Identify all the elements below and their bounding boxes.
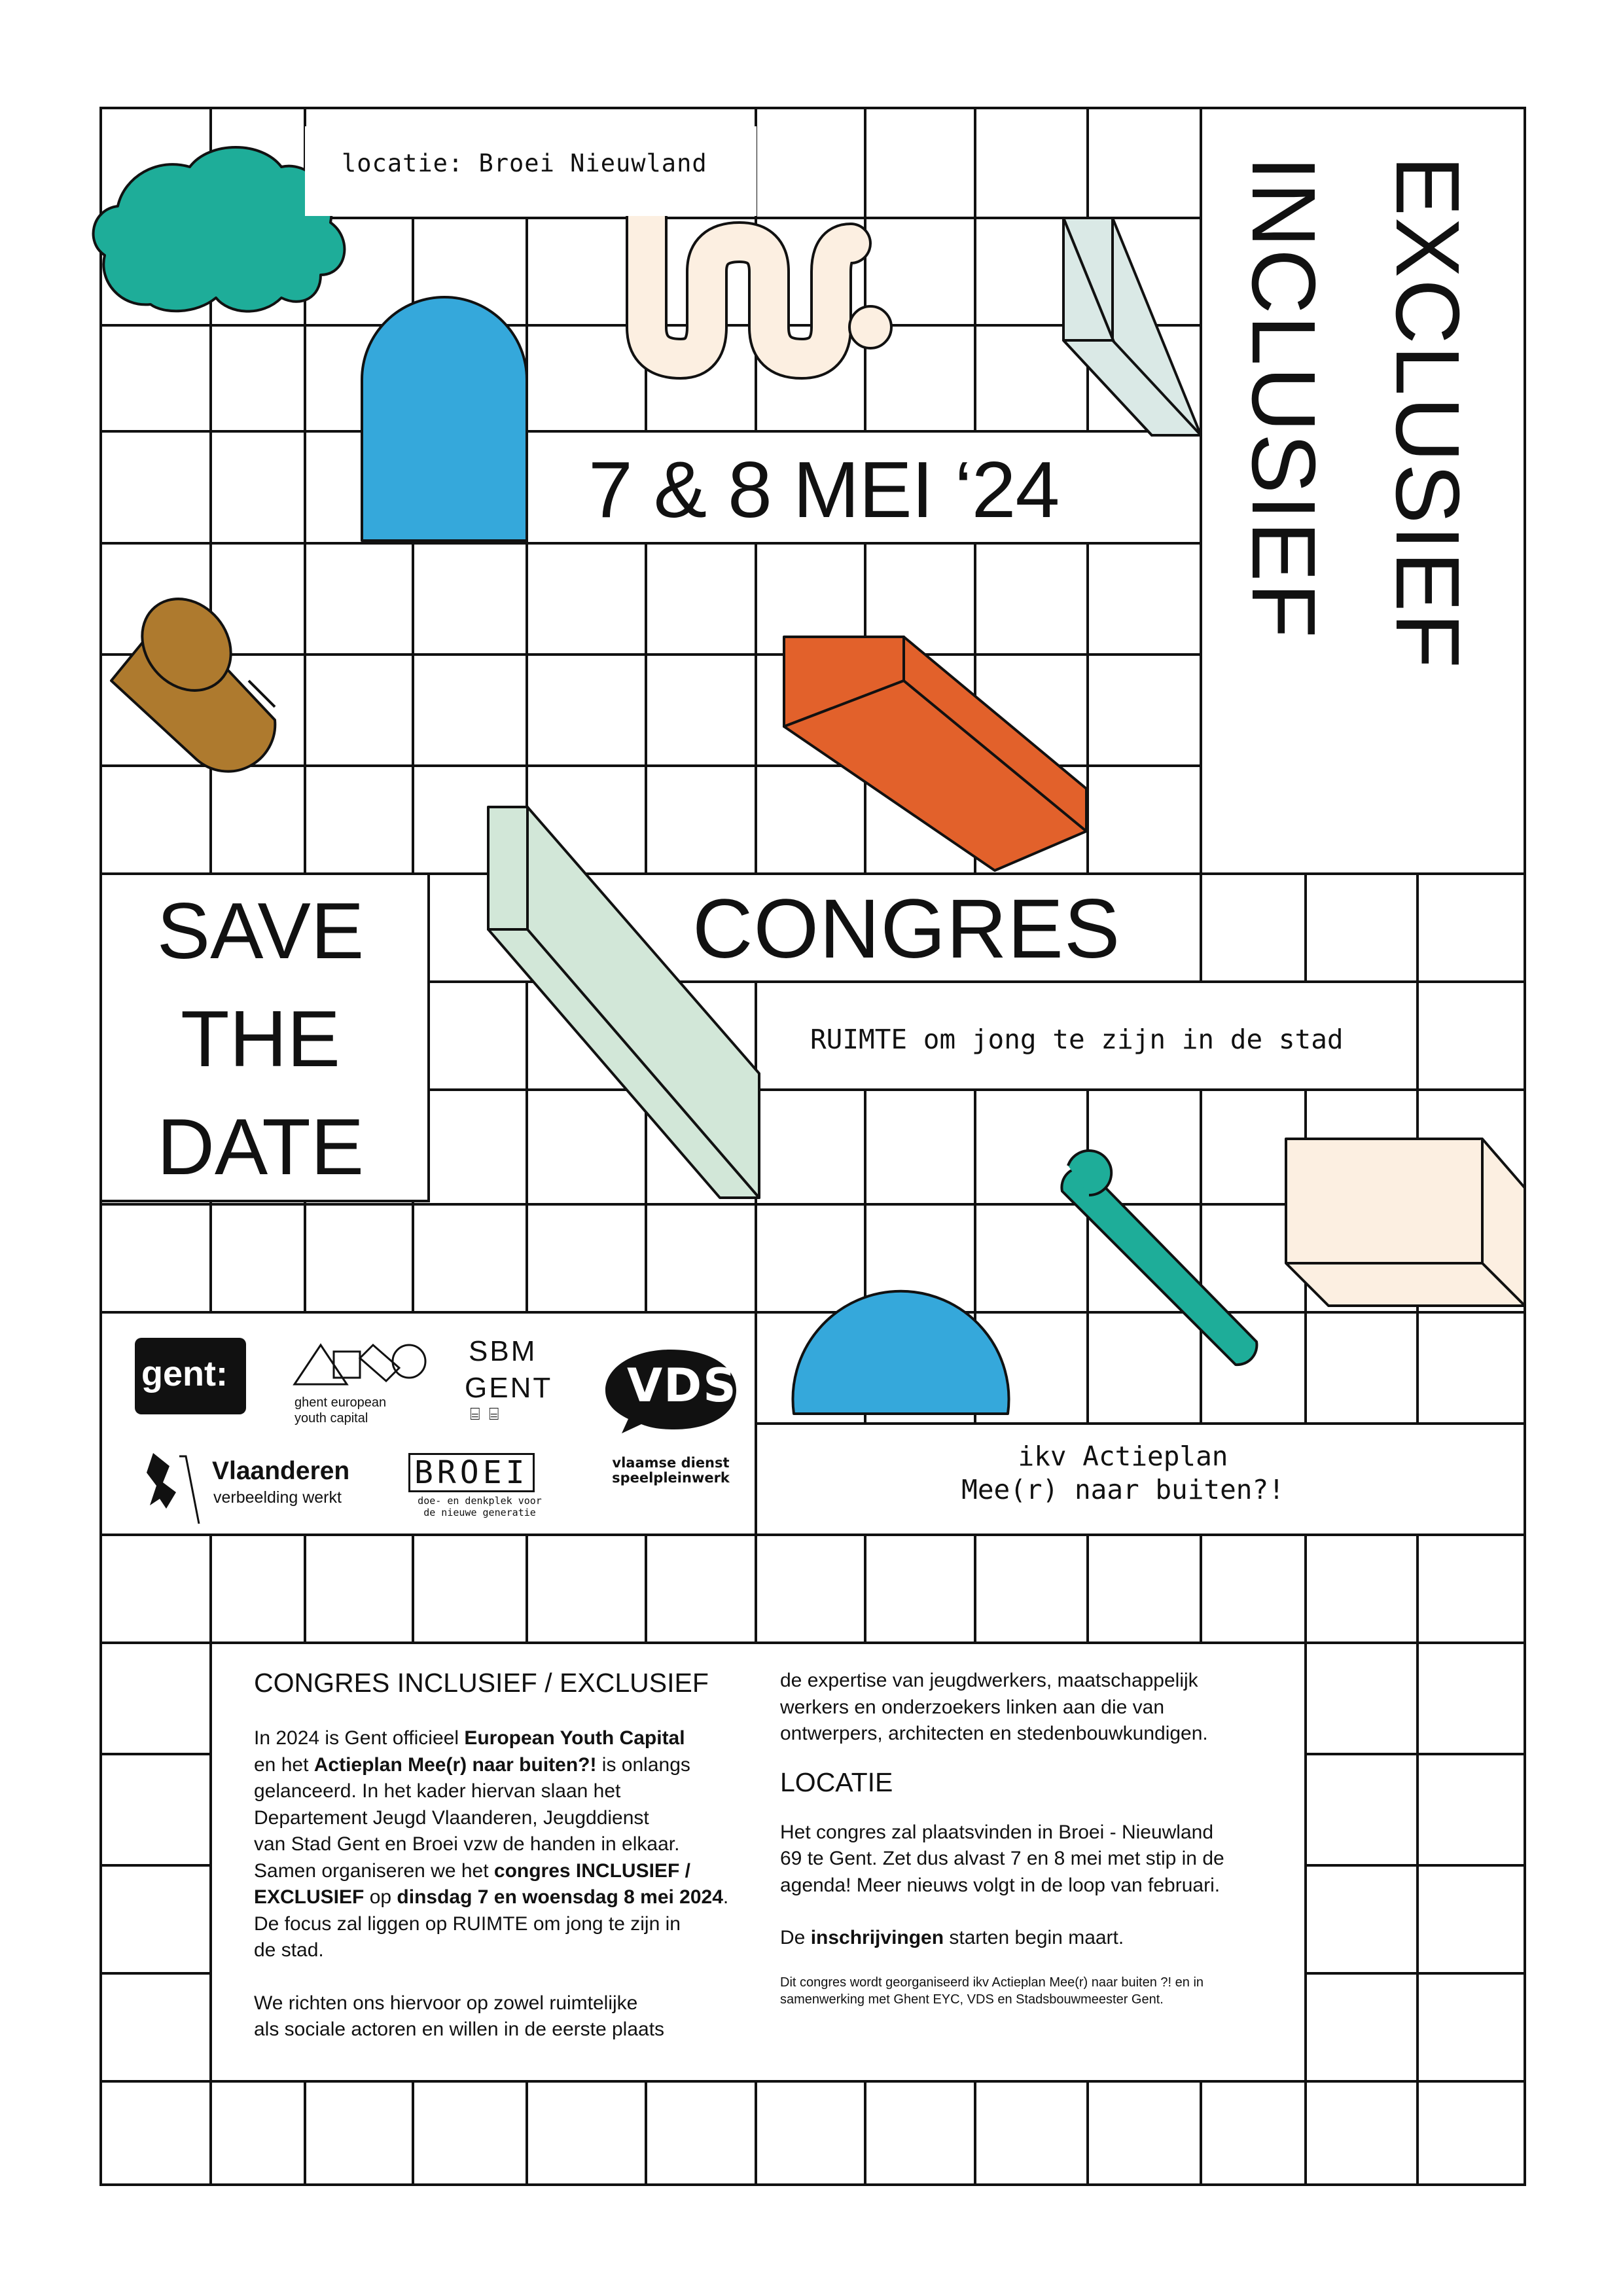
vds-logo [602,1346,740,1496]
vlaanderen-logo [140,1446,376,1525]
save-line-3: DATE [156,1102,365,1191]
broei-wordmark: BROEI [408,1453,535,1492]
article-line: In 2024 is Gent officieel European Youth Capital [254,1727,685,1749]
broei-subtext [406,1495,554,1518]
title-inclusief: INCLUSIEF [1233,156,1334,639]
mint-beam-shape [488,807,759,1198]
article-line: gelanceerd. In het kader hiervan slaan het [254,1780,621,1802]
article-line: agenda! Meer nieuws volgt in de loop van februari. [780,1874,1221,1896]
save-the-date [143,877,378,1201]
save-line-1: SAVE [156,886,365,975]
actieplan-line-2: Mee(r) naar buiten?! [961,1474,1285,1505]
event-date: 7 & 8 MEI ‘24 [588,445,1060,534]
vds-line-1: vlaamse dienst [612,1455,730,1471]
article-paragraph-1 [254,1725,777,1964]
sbm-line-1: SBM [469,1335,537,1367]
eyc-logo [288,1332,432,1430]
eyc-line-1: ghent european [294,1395,387,1410]
blue-arch-shape [362,297,527,541]
article-line: De inschrijvingen starten begin maart. [780,1927,1124,1948]
title-exclusief: EXCLUSIEF [1377,156,1478,670]
ochre-cylinder-shape [111,581,275,772]
congres-heading: CONGRES [692,882,1121,976]
article-line: Het congres zal plaatsvinden in Broei - Nieuwland [780,1821,1214,1843]
vds-line-2: speelpleinwerk [612,1470,730,1486]
locatie-heading: LOCATIE [780,1767,893,1797]
article-paragraph-3 [780,1668,1277,1748]
broei-logo [406,1453,556,1525]
tagline: RUIMTE om jong te zijn in de stad [810,1024,1344,1055]
article-line: We richten ons hiervoor op zowel ruimtelijke [254,1992,638,2014]
vds-text [609,1456,733,1486]
cream-squiggle-shape [647,217,891,359]
vds-mark: VDS [627,1359,738,1412]
teal-capsule-shape [1005,1143,1302,1408]
vlaanderen-subtext: verbeelding werkt [213,1488,342,1507]
orange-bar-shape [784,637,1086,870]
article-line: als sociale actoren en willen in de eerste plaats [254,2018,665,2040]
eyc-text [294,1395,386,1426]
gent-logo-text: gent: [141,1354,228,1393]
cream-box-shape [1286,1139,1525,1306]
sbm-gent-logo [465,1333,553,1431]
broei-sub-line-1: doe- en denkplek voor [418,1495,542,1507]
article-col-1 [254,1725,777,2043]
eyc-shapes-icon [288,1332,432,1397]
article-paragraph-2 [254,1990,777,2043]
article-line: ontwerpers, architecten en stedenbouwkundigen. [780,1723,1208,1744]
broei-sub-line-2: de nieuwe generatie [423,1507,536,1518]
save-line-2: THE [181,994,340,1083]
article-line: EXCLUSIEF op dinsdag 7 en woensdag 8 mei 2024. [254,1886,729,1908]
article-line: en het Actieplan Mee(r) naar buiten?! is onlangs [254,1753,690,1776]
article-line: Departement Jeugd Vlaanderen, Jeugddienst [254,1806,649,1829]
article-paragraph-5 [780,1925,1277,1952]
article-paragraph-4 [780,1820,1277,1899]
actieplan-line-1: ikv Actieplan [1018,1441,1228,1472]
sbm-line-2: GENT [465,1372,553,1404]
article-line: Samen organiseren we het congres INCLUSIEF / [254,1859,690,1882]
flemish-lion-icon [140,1446,212,1525]
footnote-line-2: samenwerking met Ghent EYC, VDS en Stadsbouwmeester Gent. [780,1992,1164,2007]
footnote-line-1: Dit congres wordt georganiseerd ikv Actieplan Mee(r) naar buiten ?! en in [780,1975,1204,1990]
article-col-2 [780,1668,1277,2008]
vlaanderen-text: Vlaanderen [212,1457,350,1485]
article-line: de expertise van jeugdwerkers, maatschappelijk [780,1670,1198,1691]
article-line: werkers en onderzoekers linken aan die van [780,1696,1165,1718]
eyc-line-2: youth capital [294,1411,368,1426]
article-line: de stad. [254,1939,324,1961]
gent-logo [135,1338,246,1414]
sbm-mark-icon: ⌸ ⌸ [470,1404,501,1424]
article-line: De focus zal liggen op RUIMTE om jong te zijn in [254,1912,681,1935]
article-line: 69 te Gent. Zet dus alvast 7 en 8 mei met stip in de [780,1848,1224,1869]
article-heading: CONGRES INCLUSIEF / EXCLUSIEF [254,1668,709,1698]
location-label: locatie: Broei Nieuwland [342,149,707,177]
actieplan-label [874,1440,1372,1507]
article-line: van Stad Gent en Broei vzw de handen in elkaar. [254,1833,680,1855]
article-footnote [780,1974,1277,2008]
